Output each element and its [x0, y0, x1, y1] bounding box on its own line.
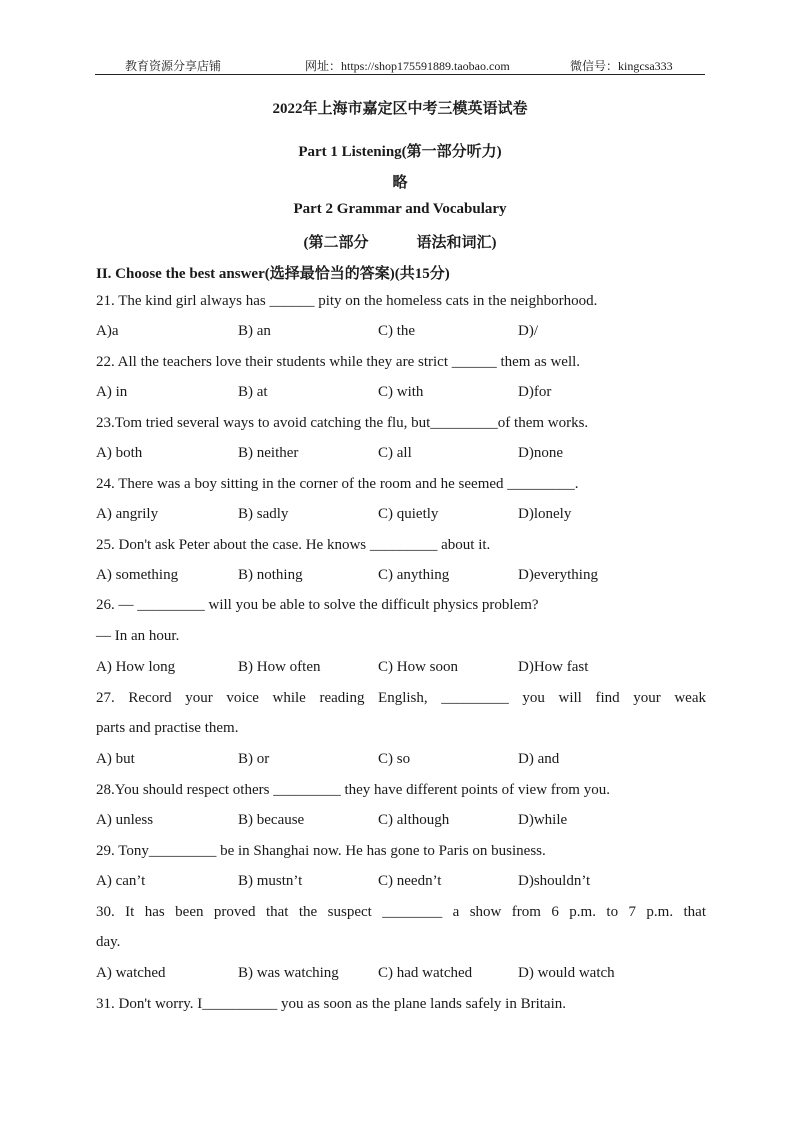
- option-b: B) or: [238, 751, 270, 767]
- option-a: A) watched: [96, 965, 166, 981]
- option-c: C) had watched: [378, 965, 473, 981]
- section-heading: II. Choose the best answer(选择最恰当的答案)(共15分): [96, 266, 450, 282]
- options-30: [96, 965, 716, 985]
- options-23: [96, 445, 716, 465]
- option-a: A) angrily: [96, 506, 159, 522]
- question-30: 30. It has been proved that the suspect ________ a show from 6 p.m. to 7 p.m. that: [96, 904, 706, 920]
- part2-sub-left: (第二部分: [303, 235, 369, 251]
- option-d: D)for: [518, 384, 552, 400]
- option-a: A) in: [96, 384, 128, 400]
- option-b: B) sadly: [238, 506, 289, 522]
- question-28: 28.You should respect others _________ they have different points of view from you.: [96, 782, 610, 798]
- option-b: B) mustn’t: [238, 873, 303, 889]
- options-27: [96, 751, 716, 771]
- option-b: B) was watching: [238, 965, 339, 981]
- option-b: B) How often: [238, 659, 321, 675]
- question-26-reply: — In an hour.: [96, 628, 180, 644]
- options-21: [96, 323, 716, 343]
- header-shop-name: 教育资源分享店铺: [125, 59, 222, 73]
- option-b: B) nothing: [238, 567, 303, 583]
- question-24: 24. There was a boy sitting in the corner of the room and he seemed _________.: [96, 476, 579, 492]
- option-c: C) with: [378, 384, 424, 400]
- options-26: [96, 659, 716, 679]
- option-a: A) something: [96, 567, 179, 583]
- part2-subheading: [0, 231, 800, 252]
- question-29: 29. Tony_________ be in Shanghai now. He has gone to Paris on business.: [96, 843, 546, 859]
- question-23: 23.Tom tried several ways to avoid catching the flu, but_________of them works.: [96, 415, 589, 431]
- options-22: [96, 384, 716, 404]
- part1-note: 略: [392, 175, 408, 191]
- option-a: A)a: [96, 323, 119, 339]
- option-c: C) needn’t: [378, 873, 442, 889]
- option-d: D)/: [518, 323, 538, 339]
- part1-heading: Part 1 Listening(第一部分听力): [298, 144, 502, 160]
- option-d: D)shouldn’t: [518, 873, 591, 889]
- option-a: A) but: [96, 751, 135, 767]
- question-25: 25. Don't ask Peter about the case. He knows _________ about it.: [96, 537, 491, 553]
- header-wechat: 微信号：kingcsa333: [570, 59, 673, 73]
- options-25: [96, 567, 716, 587]
- question-27-cont: parts and practise them.: [96, 720, 239, 736]
- option-b: B) at: [238, 384, 268, 400]
- option-d: D)lonely: [518, 506, 572, 522]
- options-29: [96, 873, 716, 893]
- option-d: D) and: [518, 751, 560, 767]
- option-c: C) so: [378, 751, 411, 767]
- option-d: D)none: [518, 445, 563, 461]
- option-a: A) unless: [96, 812, 154, 828]
- options-24: [96, 506, 716, 526]
- page-header: [95, 56, 705, 75]
- option-c: C) all: [378, 445, 412, 461]
- option-b: B) an: [238, 323, 271, 339]
- option-c: C) although: [378, 812, 450, 828]
- option-b: B) neither: [238, 445, 299, 461]
- part2-sub-right: 语法和词汇): [416, 235, 497, 251]
- part2-heading: Part 2 Grammar and Vocabulary: [293, 201, 507, 217]
- option-a: A) can’t: [96, 873, 146, 889]
- question-27: 27. Record your voice while reading English, _________ you will find your weak: [96, 690, 706, 706]
- option-a: A) both: [96, 445, 143, 461]
- question-21: 21. The kind girl always has ______ pity on the homeless cats in the neighborhood.: [96, 293, 598, 309]
- question-31: 31. Don't worry. I__________ you as soon as the plane lands safely in Britain.: [96, 996, 566, 1012]
- option-c: C) How soon: [378, 659, 459, 675]
- option-c: C) the: [378, 323, 416, 339]
- question-22: 22. All the teachers love their students while they are strict ______ them as well.: [96, 354, 581, 370]
- header-website: 网址：https://shop175591889.taobao.com: [305, 59, 510, 73]
- option-c: C) quietly: [378, 506, 439, 522]
- question-26: 26. — _________ will you be able to solve the difficult physics problem?: [96, 597, 539, 613]
- option-d: D)everything: [518, 567, 598, 583]
- question-30-cont: day.: [96, 934, 121, 950]
- option-d: D) would watch: [518, 965, 615, 981]
- option-c: C) anything: [378, 567, 450, 583]
- option-d: D)How fast: [518, 659, 589, 675]
- option-a: A) How long: [96, 659, 176, 675]
- option-b: B) because: [238, 812, 305, 828]
- exam-title: 2022年上海市嘉定区中考三模英语试卷: [272, 101, 528, 117]
- option-d: D)while: [518, 812, 568, 828]
- options-28: [96, 812, 716, 832]
